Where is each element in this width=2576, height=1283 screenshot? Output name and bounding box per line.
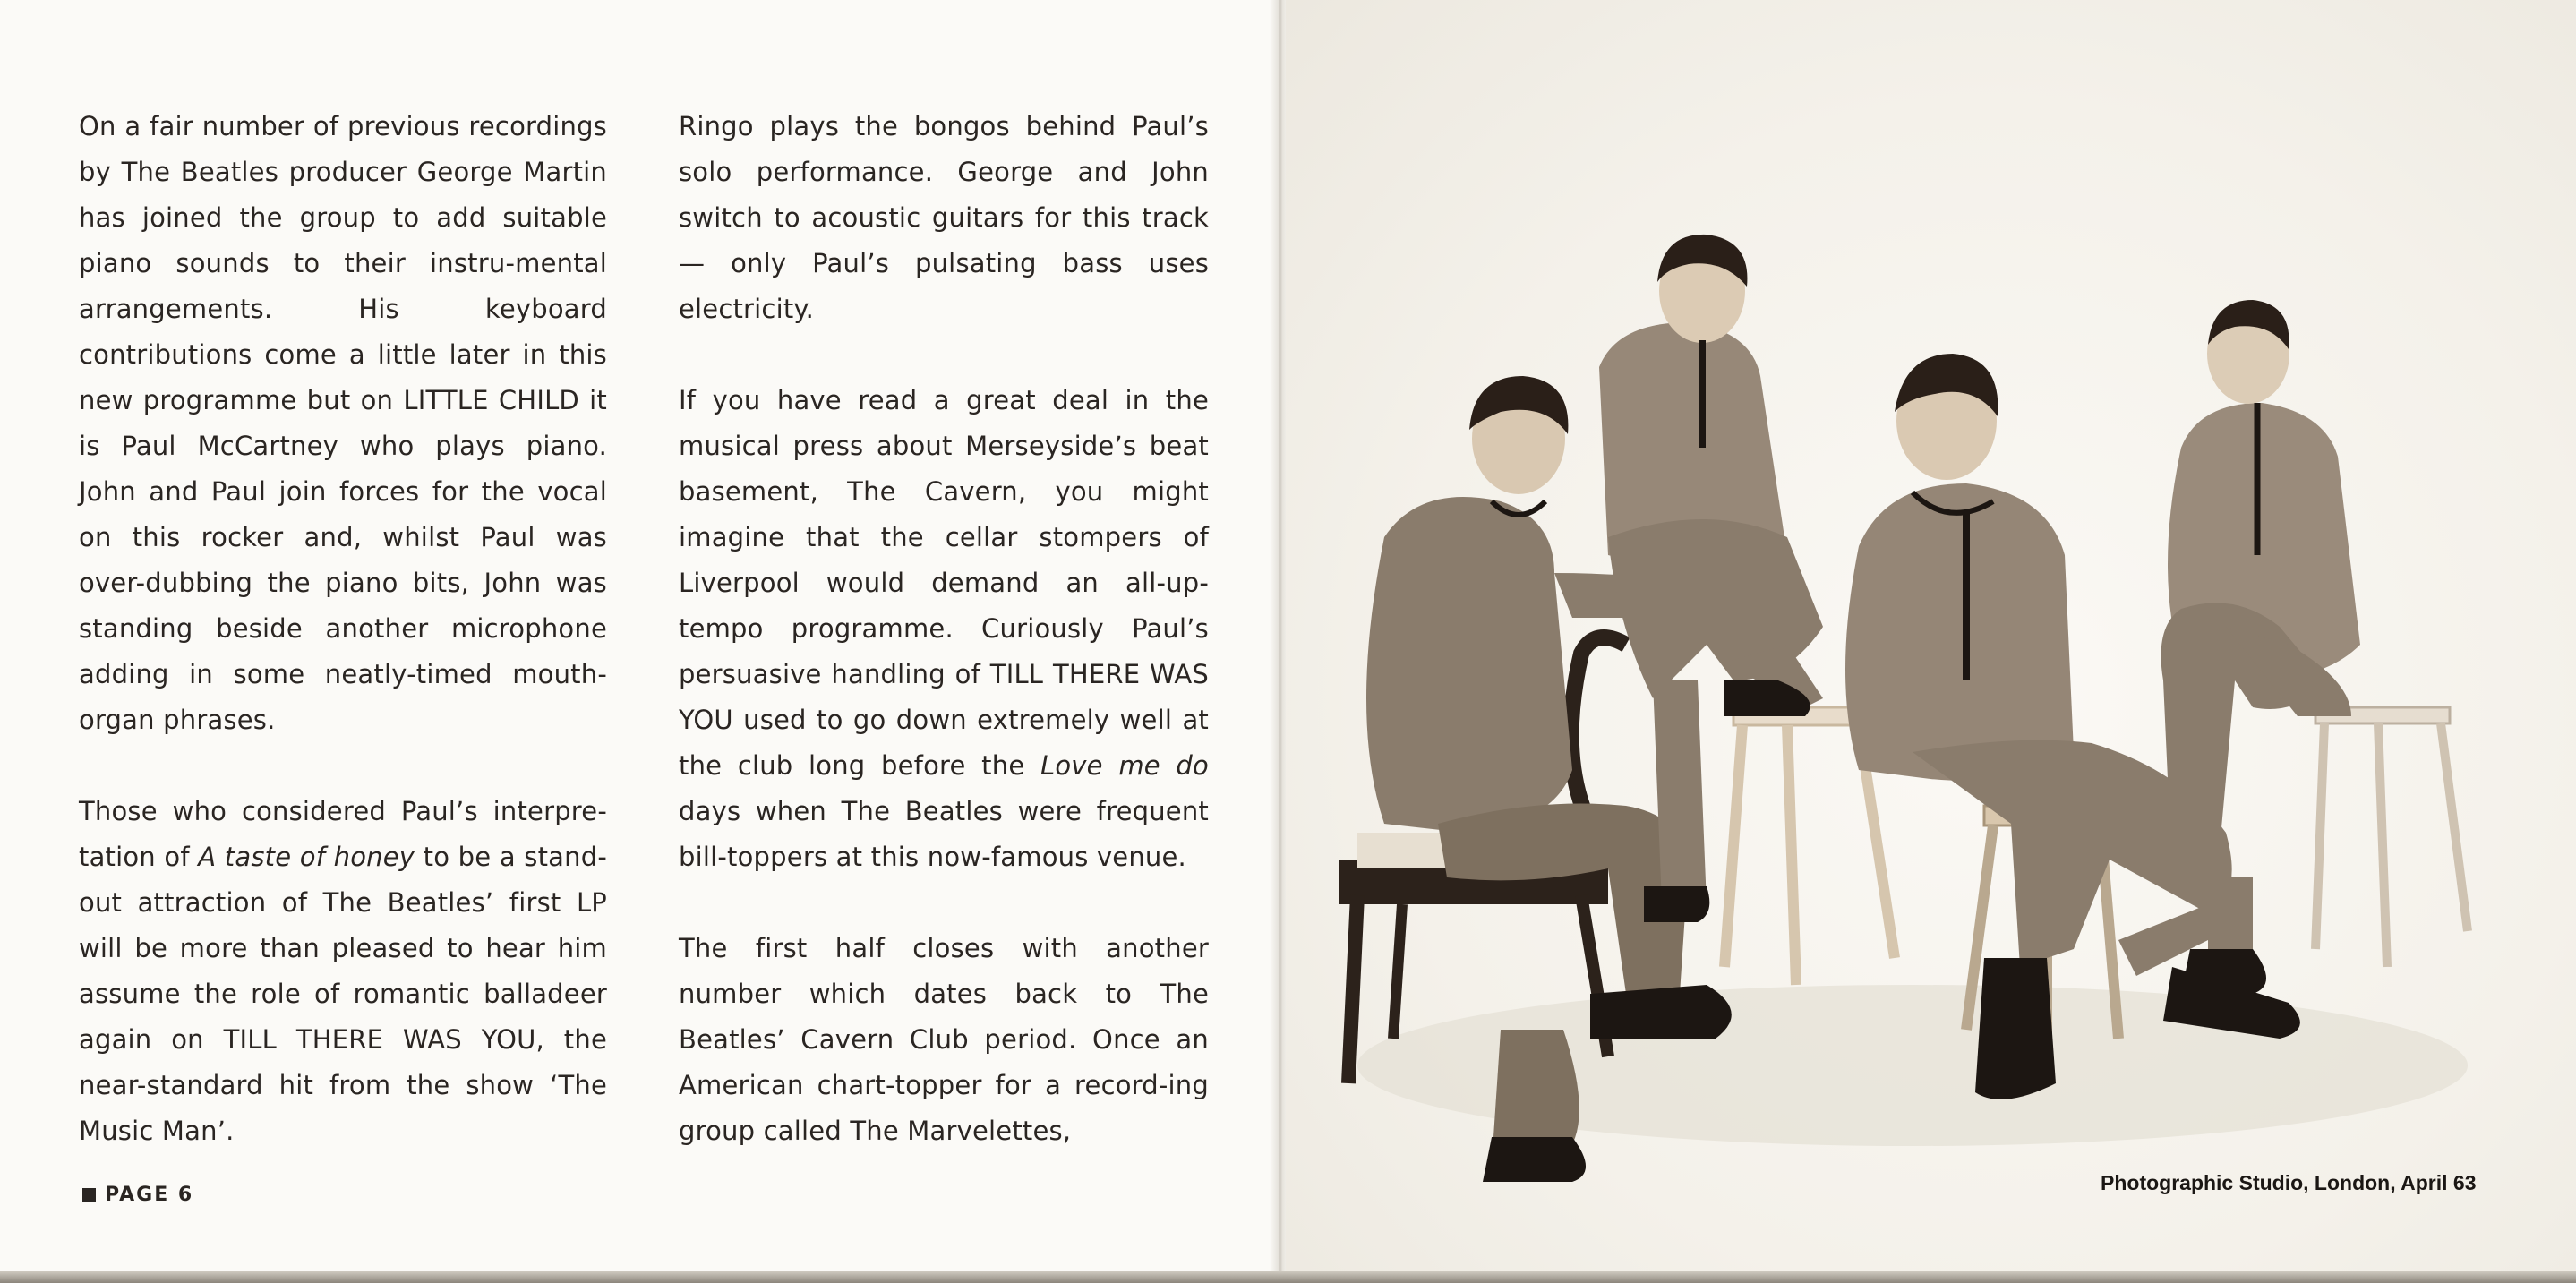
italic-title: A taste of honey xyxy=(198,842,415,872)
page-bottom-edge xyxy=(0,1271,2576,1283)
paragraph: Those who considered Paul’s interpre-tation of A taste of honey to be a stand-out attraction of The Beatles’ first LP will be more than pleased to hear him assume the role of romantic balladeer again on TILL THERE WAS YOU, the near-standard hit from the show ‘The Music Man’. xyxy=(79,796,607,1146)
page-number-label: PAGE 6 xyxy=(105,1184,194,1206)
paragraph: If you have read a great deal in the musical press about Merseyside’s beat basement, The Cavern, you might imagine that the cellar stompers of Liverpool would demand an all-up-tempo programme. Curiously Paul’s persuasive handling of TILL THERE WAS YOU used to go down extremely well at the club long before the Love me do days when The Beatles were frequent bill-toppers at this now-famous venue. xyxy=(679,385,1209,872)
paragraph: On a fair number of previous recordings by The Beatles producer George Martin has joined the group to add suitable piano sounds to their instru-mental arrangements. His keyboard contributions come a little later in this new programme but on LITTLE CHILD it is Paul McCartney who plays piano. John and Paul join forces for the vocal on this rocker and, whilst Paul was over-dubbing the piano bits, John was standing beside another microphone adding in some neatly-timed mouth-organ phrases. xyxy=(79,111,607,735)
paragraph: Ringo plays the bongos behind Paul’s solo performance. George and John switch to acoustic guitars for this track — only Paul’s pulsating bass uses electricity. xyxy=(679,111,1209,324)
italic-title: Love me do xyxy=(1040,750,1209,781)
stool-right xyxy=(2315,707,2468,967)
paragraph: The first half closes with another number which dates back to The Beatles’ Cavern Club period. Once an American chart-topper for a record-ing group called The Marvelettes, xyxy=(679,933,1209,1146)
square-bullet-icon xyxy=(82,1188,96,1202)
photo-caption: Photographic Studio, London, April 63 xyxy=(2101,1171,2477,1194)
page-number xyxy=(82,1184,193,1206)
left-page xyxy=(0,0,1279,1275)
band-photograph xyxy=(1286,0,2576,1275)
text-column-right xyxy=(679,104,1209,1200)
text-column-left xyxy=(79,104,607,1200)
photo-illustration xyxy=(1286,0,2576,1275)
